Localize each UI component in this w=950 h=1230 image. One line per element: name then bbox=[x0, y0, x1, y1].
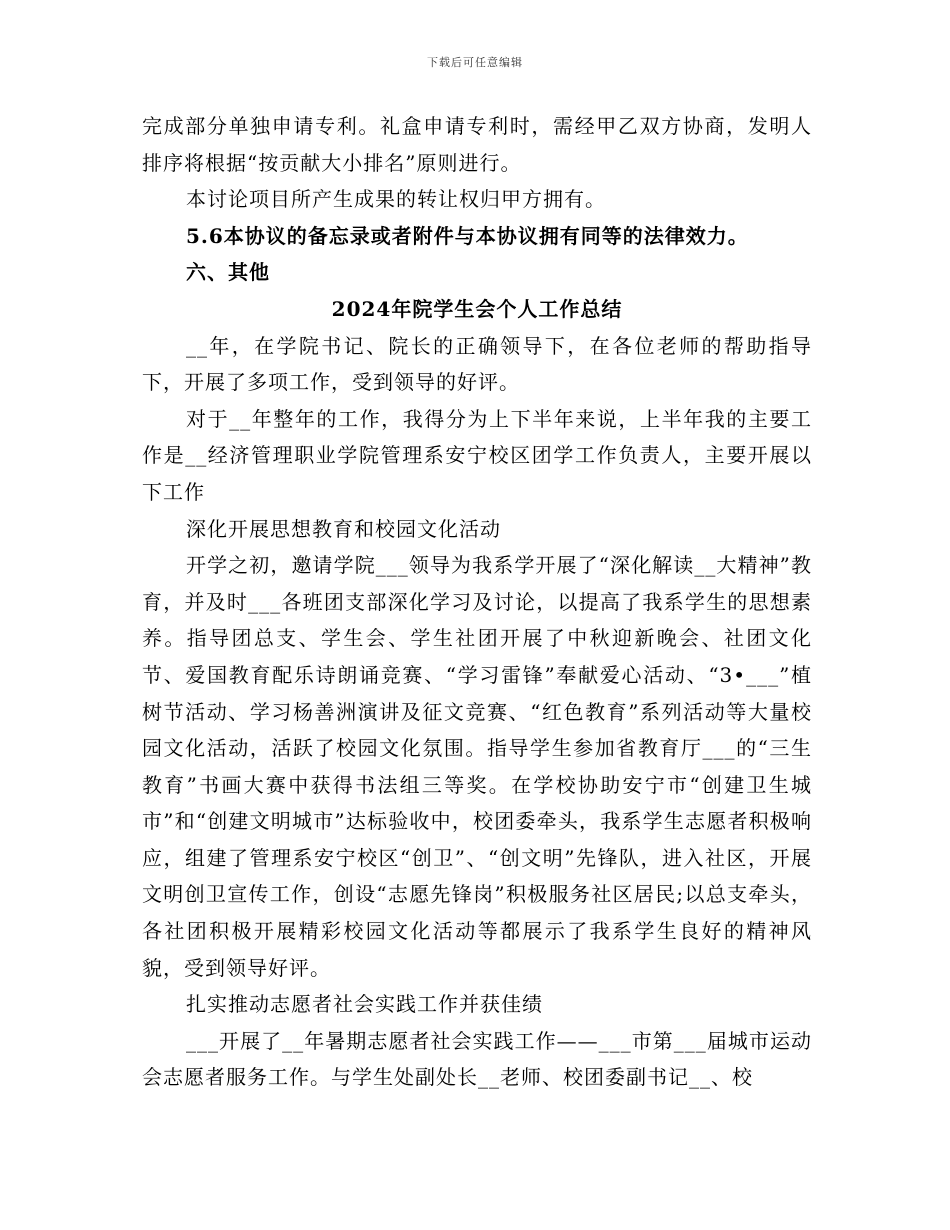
paragraph-ownership: 本讨论项目所产生成果的转让权归甲方拥有。 bbox=[186, 187, 606, 212]
paragraph-overview: 对于__年整年的工作，我得分为上下半年来说，上半年我的主要工作是__经济管理职业学院管理系安宁校区团学工作负责人，主要开展以下工作 bbox=[142, 406, 812, 504]
paragraph-intro: __年，在学院书记、院长的正确领导下，在各位老师的帮助指导下，开展了多项工作，受到领导的好评。 bbox=[142, 333, 812, 395]
paragraph-volunteer: ___开展了__年暑期志愿者社会实践工作——___市第___届城市运动会志愿者服务工作。与学生处副处长__老师、校团委副书记__、校 bbox=[142, 1028, 812, 1090]
subheading-volunteer: 扎实推动志愿者社会实践工作并获佳绩 bbox=[186, 992, 543, 1017]
subheading-ideology: 深化开展思想教育和校园文化活动 bbox=[186, 516, 501, 541]
paragraph-activities: 开学之初，邀请学院___领导为我系学开展了“深化解读__大精神”教育，并及时___各班团支部深化学习及讨论，以提高了我系学生的思想素养。指导团总支、学生会、学生社团开展了中秋迎新晚会、社团文化节、爱国教育配乐诗朗诵竞赛、“学习雷锋”奉献爱心活动、“3•___”植树节活动、学习杨善洲演讲及征文竞赛、“红色教育”系列活动等大量校园文化活动，活跃了校园文化氛围。指导学生参加省教育厅___的“三生教育”书画大赛中获得书法组三等奖。在学校协助安宁市“创建卫生城市”和“创建文明城市”达标验收中，校团委牵头，我系学生志愿者积极响应，组建了管理系安宁校区“创卫”、“创文明”先锋队，进入社区，开展文明创卫宣传工作，创设“志愿先锋岗”积极服务社区居民;以总支牵头，各社团积极开展精彩校园文化活动等都展示了我系学生良好的精神风貌，受到领导好评。 bbox=[142, 553, 812, 980]
document-title: 2024年院学生会个人工作总结 bbox=[331, 296, 623, 321]
section-heading-other: 六、其他 bbox=[186, 260, 270, 285]
paragraph-patent: 完成部分单独申请专利。礼盒申请专利时，需经甲乙双方协商，发明人排序将根据“按贡献大小排名”原则进行。 bbox=[142, 114, 812, 175]
document-body bbox=[142, 108, 812, 1096]
page-header-note: 下载后可任意编辑 bbox=[427, 56, 523, 69]
clause-5-6: 5.6本协议的备忘录或者附件与本协议拥有同等的法律效力。 bbox=[186, 223, 749, 248]
